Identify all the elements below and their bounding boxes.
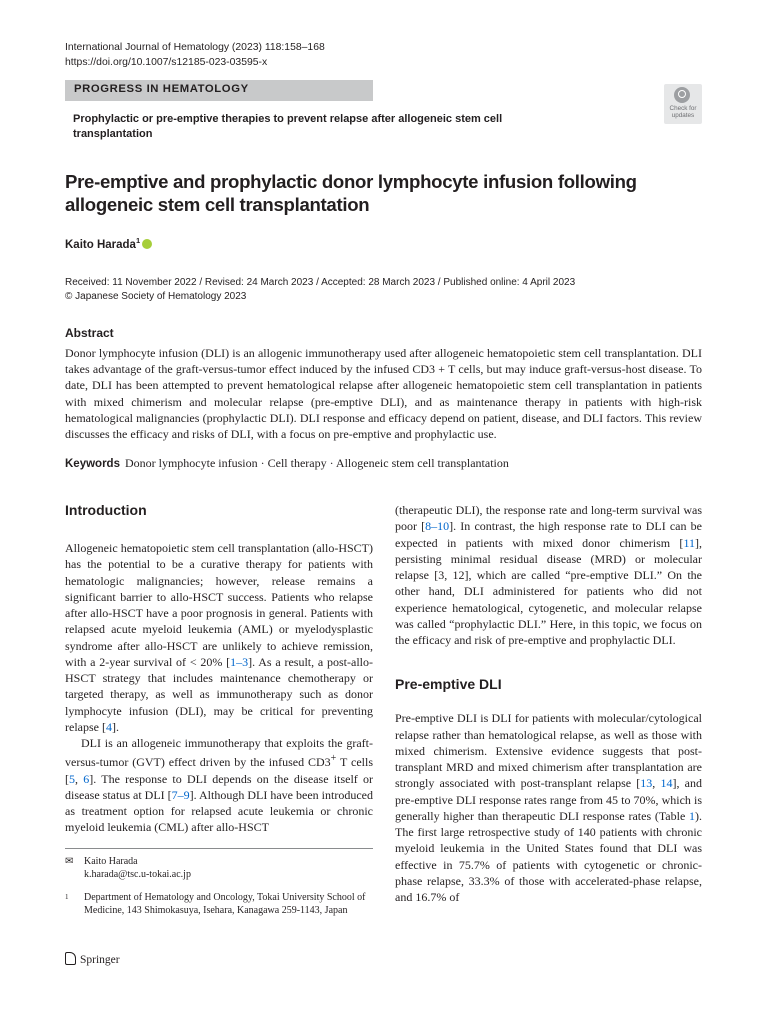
right-p1-text-b: ]. In contrast, the high response rate to DLI can be expected in patients with mixed donor chimerism [ xyxy=(395,519,702,550)
citation-link[interactable]: 5 xyxy=(69,771,75,786)
intro-p2-text-a: DLI is an allogeneic immunotherapy that exploits the graft-versus-tumor (GVT) effect driven by the infused CD3 xyxy=(65,736,373,770)
affiliation-footnote xyxy=(65,891,373,917)
right-p2-text-b: ], and pre-emptive DLI response rates range from 45 to 70%, which is generally higher than therapeutic DLI response rates (Table xyxy=(395,776,703,823)
footnotes xyxy=(65,848,373,917)
citation-link[interactable]: 14 xyxy=(660,776,673,791)
citation-separator: , xyxy=(652,776,661,791)
pre-emptive-dli-heading: Pre-emptive DLI xyxy=(395,676,502,693)
journal-header xyxy=(65,40,325,70)
section-label-bar xyxy=(65,80,373,101)
check-updates-label: Check for updates xyxy=(669,105,697,119)
intro-p2-text-c: ]. The response to DLI depends on the disease itself or disease status at DLI [ xyxy=(65,771,374,802)
citation-link[interactable]: 13 xyxy=(640,776,653,791)
intro-paragraph-2 xyxy=(65,735,373,836)
right-column xyxy=(395,502,702,905)
intro-p1-text-a: Allogeneic hematopoietic stem cell transplantation (allo-HSCT) has the potential to be a curative therapy for patients with hematologic malignancies; however, release remains a significant barrier to allo-HSCT success. Patients who relapse after allo-HSCT have a poor prognosis in general. Patients with relapsed acute myeloid leukemia (AML) or myelodysplastic syndrome after allo-HSCT are unlikely to achieve remission, with a 2-year survival of < 20% [ xyxy=(65,541,373,669)
keywords-line xyxy=(65,456,509,471)
right-p1-text-a: (therapeutic DLI), the response rate and long-term survival was poor [ xyxy=(395,503,702,534)
contact-email[interactable]: k.harada@tsc.u-tokai.ac.jp xyxy=(84,869,191,880)
publisher-name: Springer xyxy=(80,954,120,966)
journal-citation: International Journal of Hematology (2023) 118:158–168 xyxy=(65,42,325,53)
citation-link[interactable]: 1–3 xyxy=(230,654,249,669)
author-name: Kaito Harada xyxy=(65,239,136,251)
citation-link[interactable]: 8–10 xyxy=(425,519,450,534)
check-for-updates-badge[interactable] xyxy=(664,84,702,124)
table-link[interactable]: 1 xyxy=(689,808,695,823)
keywords-text: Donor lymphocyte infusion · Cell therapy · Allogeneic stem cell transplantation xyxy=(124,456,509,470)
citation-link[interactable]: 4 xyxy=(105,719,112,734)
keywords-heading: Keywords xyxy=(65,458,120,470)
journal-doi[interactable]: https://doi.org/10.1007/s12185-023-03595-x xyxy=(65,57,268,68)
contact-footnote xyxy=(65,855,373,881)
envelope-icon: ✉ xyxy=(65,856,74,867)
copyright-line: © Japanese Society of Hematology 2023 xyxy=(65,291,247,302)
right-p2-text-c: ). The first large retrospective study of 140 patients with chronic myeloid leukemia in the United States found that DLI was effective in 75.7% of patients with cytogenetic or chronic-phase relapse, 33.3% of those with accelerated-phase relapse, and 16.7% of xyxy=(395,808,702,904)
citation-link[interactable]: 7–9 xyxy=(171,787,190,802)
author-line xyxy=(65,236,152,251)
intro-p1-text-c: ]. xyxy=(111,719,119,734)
citation-link[interactable]: 6 xyxy=(83,771,90,786)
citation-separator: , xyxy=(75,771,84,786)
introduction-heading: Introduction xyxy=(65,502,147,518)
abstract-text: Donor lymphocyte infusion (DLI) is an allogenic immunotherapy used after allogeneic hematopoietic stem cell transplantation. DLI takes advantage of the graft-versus-tumor effect induced by the infused CD3 + T cells, but may induce graft-versus-host disease. To date, DLI has been attempted to prevent hematological relapse after allogeneic hematopoietic stem cell transplantation in patients with mixed chimerism and molecular relapse (pre-emptive DLI), and as maintenance therapy in patients with high-risk hematological malignancies (prophylactic DLI). DLI response and efficacy depend on patient, disease, and DLI factors. This review discusses the efficacy and risks of DLI, with a focus on pre-emptive and prophylactic use. xyxy=(65,346,702,442)
orcid-icon[interactable] xyxy=(142,239,152,249)
right-p1-text-c: ], persisting minimal residual disease (MRD) or molecular relapse [3, 12], which are called “pre-emptive DLI.” On the other hand, DLI administered for patients who did not experience hematological, cytogenetic, and molecular relapse was called “prophylactic DLI.” Here, in this topic, we focus on the efficacy and risk of pre-emptive and prophylactic DLI. xyxy=(395,535,702,647)
author-affil-mark: 1 xyxy=(135,236,141,245)
section-label: PROGRESS IN HEMATOLOGY xyxy=(74,83,249,95)
citation-link[interactable]: 11 xyxy=(683,535,695,550)
right-paragraph-2 xyxy=(395,710,702,905)
intro-paragraph-1 xyxy=(65,540,373,735)
publisher-footer xyxy=(65,952,120,966)
intro-p1-text-b: ]. As a result, a post-allo-HSCT strategy that includes maintenance chemotherapy or targeted therapy, as well as immunotherapy such as donor lymphocyte infusion (DLI), may be critical for preventing relapse [ xyxy=(65,654,373,734)
article-dates xyxy=(65,276,575,304)
intro-p2-text-d: ]. Although DLI have been introduced as treatment option for relapsed acute leukemia or chronic myeloid leukemia (CML) after allo-HSCT xyxy=(65,787,373,835)
affiliation-mark: 1 xyxy=(65,893,69,901)
affiliation-text: Department of Hematology and Oncology, Tokai University School of Medicine, 143 Shimokasuya, Isehara, Kanagawa 259-1143, Japan xyxy=(84,892,366,916)
history-dates: Received: 11 November 2022 / Revised: 24 March 2023 / Accepted: 28 March 2023 / Published online: 4 April 2023 xyxy=(65,277,576,288)
springer-logo-icon xyxy=(65,952,76,965)
right-paragraph-1 xyxy=(395,502,702,648)
check-updates-icon xyxy=(674,87,690,103)
topic-line: Prophylactic or pre-emptive therapies to prevent relapse after allogeneic stem cell transplantation xyxy=(73,113,503,140)
article-title: Pre-emptive and prophylactic donor lymphocyte infusion following allogeneic stem cell transplantation xyxy=(65,171,637,215)
abstract-heading: Abstract xyxy=(65,326,114,340)
contact-name: Kaito Harada xyxy=(84,856,138,867)
left-column xyxy=(65,500,373,836)
superscript-plus: + xyxy=(330,753,337,765)
right-p2-text-a: Pre-emptive DLI is DLI for patients with molecular/cytological relapse rather than hematological relapse, as well as those with mixed chimerism. Extensive evidence suggests that post-transplant MRD and mixed chimerism after transplantation are strongly associated with post-transplant relapse [ xyxy=(395,711,702,791)
intro-p2-text-b: T cells [ xyxy=(65,755,373,786)
